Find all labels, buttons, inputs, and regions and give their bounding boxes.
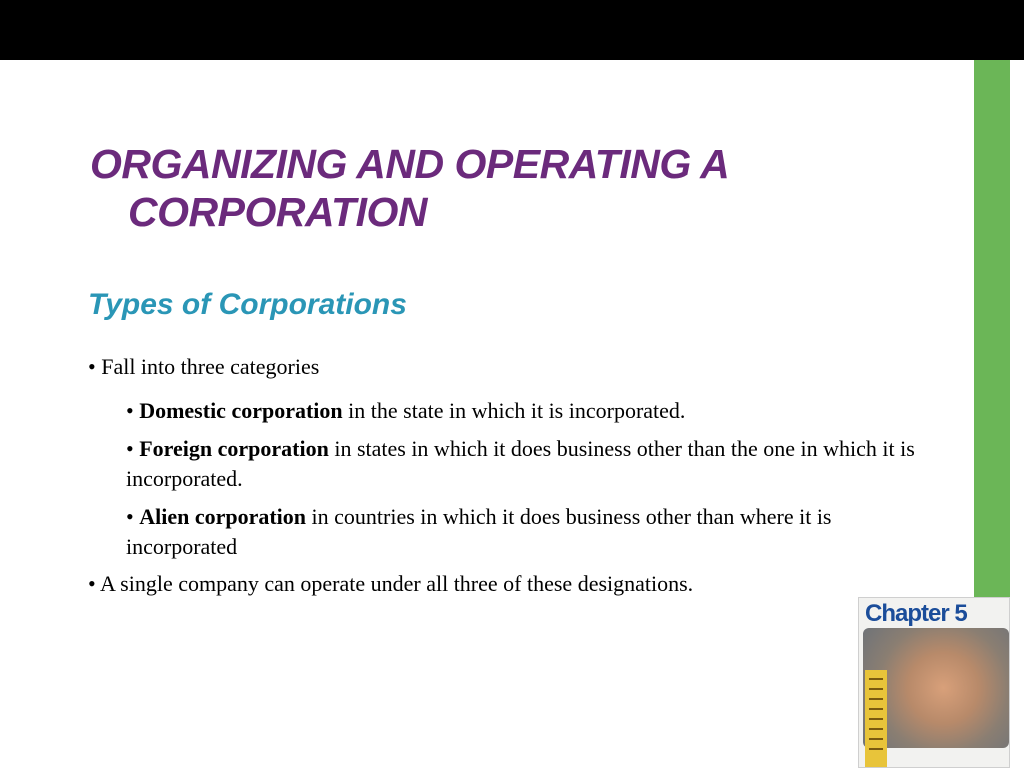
slide-subtitle: Types of Corporations [88, 288, 407, 321]
desc-foreign: in states in which it does business other than the one in which it is incorporated. [126, 436, 915, 491]
sub-bullet-alien: • Alien corporation in countries in which it does business other than where it is incorporated [126, 504, 832, 559]
term-alien: Alien corporation [139, 504, 307, 529]
bullet-designations: • A single company can operate under all three of these designations. [88, 571, 694, 596]
top-black-bar [0, 0, 1024, 60]
right-green-bar [974, 60, 1010, 597]
term-domestic: Domestic corporation [139, 398, 343, 423]
sub-bullet-domestic: • Domestic corporation in the state in which it is incorporated. [126, 398, 686, 423]
slide-title [90, 140, 910, 236]
slide-title-line-1: ORGANIZING AND OPERATING A [90, 141, 730, 187]
chapter-book-cover-image [858, 597, 1010, 768]
desc-domestic: in the state in which it is incorporated. [342, 398, 686, 423]
slide-title-line-2: CORPORATION [128, 189, 427, 235]
sub-bullet-foreign: • Foreign corporation in states in which it does business other than the one in which it is incorporated. [126, 436, 915, 491]
term-foreign: Foreign corporation [139, 436, 329, 461]
chapter-label: Chapter 5 [865, 600, 967, 627]
desc-alien: in countries in which it does business other than where it is incorporated [126, 504, 832, 559]
checklist-strip [865, 670, 887, 768]
bullet-categories: • Fall into three categories [88, 354, 320, 379]
